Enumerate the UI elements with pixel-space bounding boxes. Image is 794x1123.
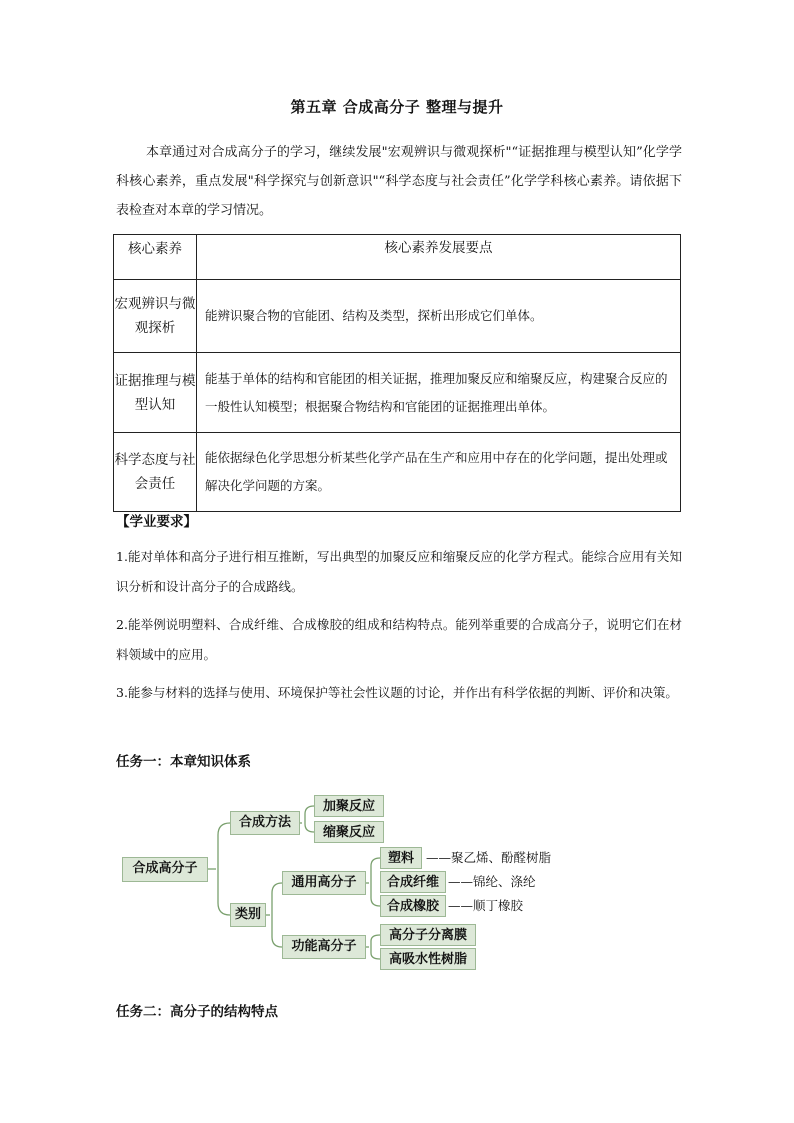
literacy-name: 证据推理与模型认知 [114, 353, 197, 433]
tree-node-general-polymer: 通用高分子 [282, 871, 366, 895]
literacy-desc: 能辨识聚合物的官能团、结构及类型，探析出形成它们单体。 [197, 280, 681, 353]
requirement-item: 2.能举例说明塑料、合成纤维、合成橡胶的组成和结构特点。能列举重要的合成高分子，说明它们在材料领域中的应用。 [116, 617, 682, 662]
tree-node-method: 合成方法 [230, 811, 300, 835]
tree-node-category: 类别 [230, 903, 266, 927]
requirements-heading: 【学业要求】 [116, 514, 197, 530]
tree-node-synthetic-rubber: 合成橡胶 [380, 895, 446, 917]
literacy-desc: 能依据绿色化学思想分析某些化学产品在生产和应用中存在的化学问题，提出处理或解决化学问题的方案。 [197, 433, 681, 512]
tree-root-node: 合成高分子 [122, 857, 208, 882]
literacy-name: 科学态度与社会责任 [114, 433, 197, 512]
tree-node-plastic: 塑料 [380, 847, 422, 869]
tree-node-separation-membrane: 高分子分离膜 [380, 924, 476, 946]
tree-node-synthetic-fiber: 合成纤维 [380, 871, 446, 893]
fiber-examples: ——锦纶、涤纶 [448, 874, 536, 889]
literacy-name: 宏观辨识与微观探析 [114, 280, 197, 353]
task1-heading: 任务一：本章知识体系 [116, 754, 251, 770]
tree-node-functional-polymer: 功能高分子 [282, 935, 366, 959]
table-header-cell: 核心素养发展要点 [197, 235, 681, 280]
requirement-item: 1.能对单体和高分子进行相互推断，写出典型的加聚反应和缩聚反应的化学方程式。能综合应用有关知识分析和设计高分子的合成路线。 [116, 549, 682, 594]
tree-node-condensation-polymerization: 缩聚反应 [314, 821, 384, 843]
table-header-cell: 核心素养 [114, 235, 197, 280]
plastic-examples: ——聚乙烯、酚醛树脂 [426, 850, 552, 865]
rubber-examples: ——顺丁橡胶 [448, 898, 524, 913]
tree-node-addition-polymerization: 加聚反应 [314, 795, 384, 817]
requirement-item: 3.能参与材料的选择与使用、环境保护等社会性议题的讨论，并作出有科学依据的判断、评价和决策。 [116, 685, 678, 700]
tree-node-absorbent-resin: 高吸水性树脂 [380, 948, 476, 970]
page-title: 第五章 合成高分子 整理与提升 [290, 98, 504, 116]
intro-paragraph: 本章通过对合成高分子的学习，继续发展"宏观辨识与微观探析"“证据推理与模型认知”化学学科核心素养，重点发展"科学探究与创新意识"“科学态度与社会责任”化学学科核心素养。请依据下表检查对本章的学习情况。 [116, 145, 682, 218]
task2-heading: 任务二：高分子的结构特点 [116, 1004, 278, 1020]
literacy-desc: 能基于单体的结构和官能团的相关证据，推理加聚反应和缩聚反应，构建聚合反应的一般性认知模型；根据聚合物结构和官能团的证据推理出单体。 [197, 353, 681, 433]
